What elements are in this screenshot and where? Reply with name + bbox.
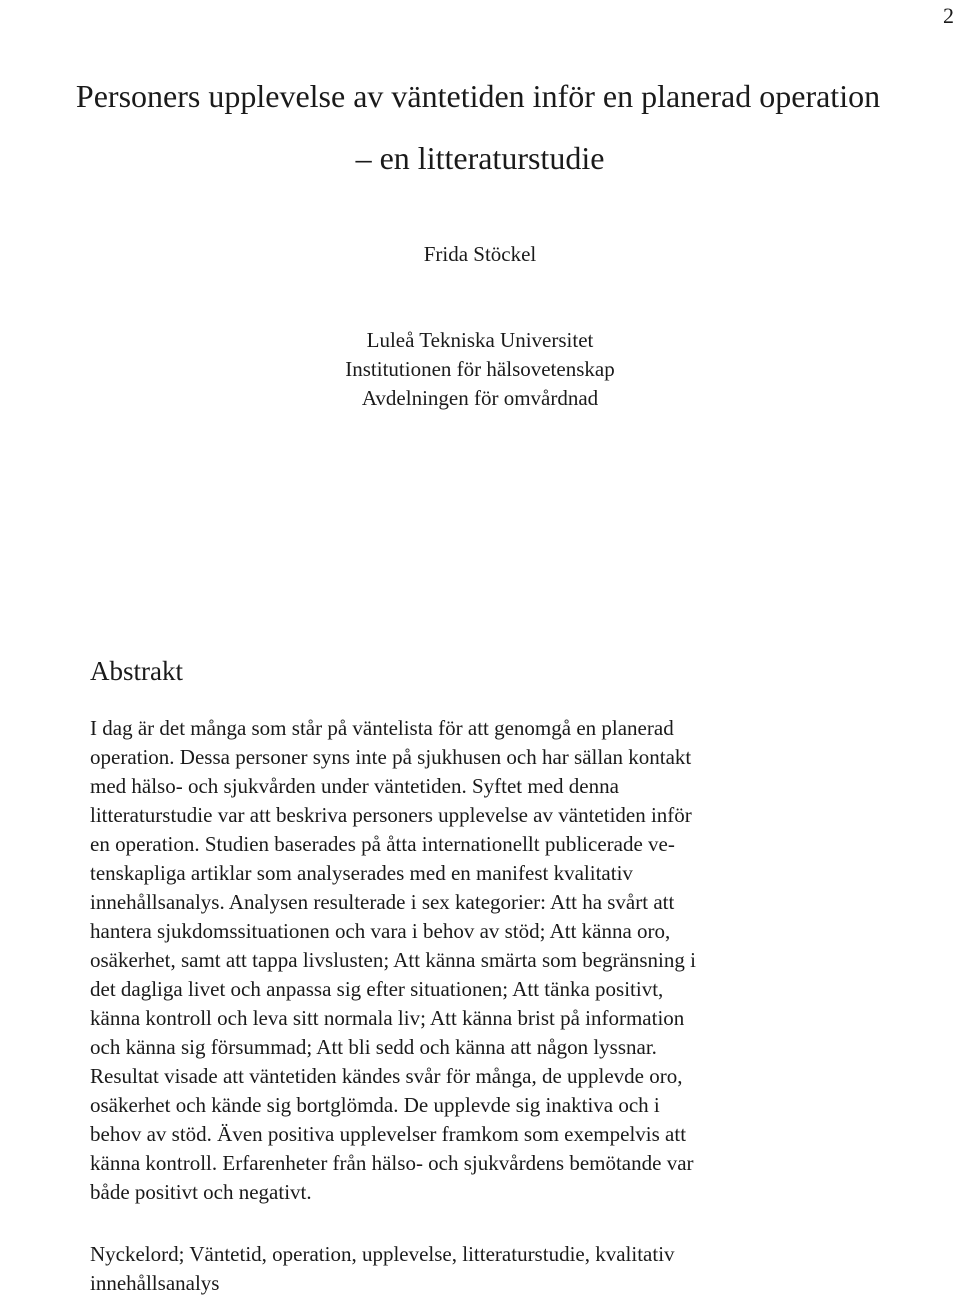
- document-title: Personers upplevelse av väntetiden inför en planerad operation: [75, 78, 881, 114]
- abstract-line: behov av stöd. Även positiva upplevelser framkom som exempelvis att: [90, 1122, 687, 1146]
- affiliation-institution: Institutionen för hälsovetenskap: [345, 357, 615, 381]
- abstract-line: känna kontroll. Erfarenheter från hälso- och sjukvårdens bemötande var: [90, 1151, 694, 1175]
- abstract-line: både positivt och negativt.: [90, 1180, 312, 1204]
- keywords-line: Nyckelord; Väntetid, operation, upplevelse, litteraturstudie, kvalitativ: [90, 1242, 675, 1266]
- affiliation-block: [0, 326, 960, 413]
- abstract-line: det dagliga livet och anpassa sig efter situationen; Att tänka positivt,: [90, 977, 664, 1001]
- abstract-line: litteraturstudie var att beskriva personers upplevelse av väntetiden inför: [90, 803, 692, 827]
- abstract-heading: Abstrakt: [90, 656, 183, 686]
- abstract-line: tenskapliga artiklar som analyserades med en manifest kvalitativ: [90, 861, 633, 885]
- abstract-line: Resultat visade att väntetiden kändes svår för många, de upplevde oro,: [90, 1064, 683, 1088]
- abstract-line: osäkerhet, samt att tappa livslusten; Att känna smärta som begränsning i: [90, 948, 696, 972]
- abstract-line: operation. Dessa personer syns inte på sjukhusen och har sällan kontakt: [90, 745, 692, 769]
- abstract-body: [90, 714, 830, 1207]
- document-subtitle: – en litteraturstudie: [355, 140, 605, 176]
- abstract-line: I dag är det många som står på väntelista för att genomgå en planerad: [90, 716, 674, 740]
- abstract-line: hantera sjukdomssituationen och vara i behov av stöd; Att känna oro,: [90, 919, 671, 943]
- keywords-block: [90, 1240, 830, 1298]
- abstract-line: innehållsanalys. Analysen resulterade i sex kategorier: Att ha svårt att: [90, 890, 675, 914]
- abstract-line: med hälso- och sjukvården under väntetiden. Syftet med denna: [90, 774, 619, 798]
- affiliation-university: Luleå Tekniska Universitet: [366, 328, 594, 352]
- abstract-line: känna kontroll och leva sitt normala liv; Att känna brist på information: [90, 1006, 685, 1030]
- affiliation-department: Avdelningen för omvårdnad: [361, 386, 599, 410]
- keywords-line: innehållsanalys: [90, 1271, 220, 1295]
- abstract-line: och känna sig försummad; Att bli sedd och känna att någon lyssnar.: [90, 1035, 657, 1059]
- abstract-line: osäkerhet och kände sig bortglömda. De upplevde sig inaktiva och i: [90, 1093, 660, 1117]
- abstract-line: en operation. Studien baserades på åtta internationellt publicerade ve-: [90, 832, 675, 856]
- page-number: 2: [943, 3, 954, 28]
- author-name: Frida Stöckel: [423, 242, 537, 266]
